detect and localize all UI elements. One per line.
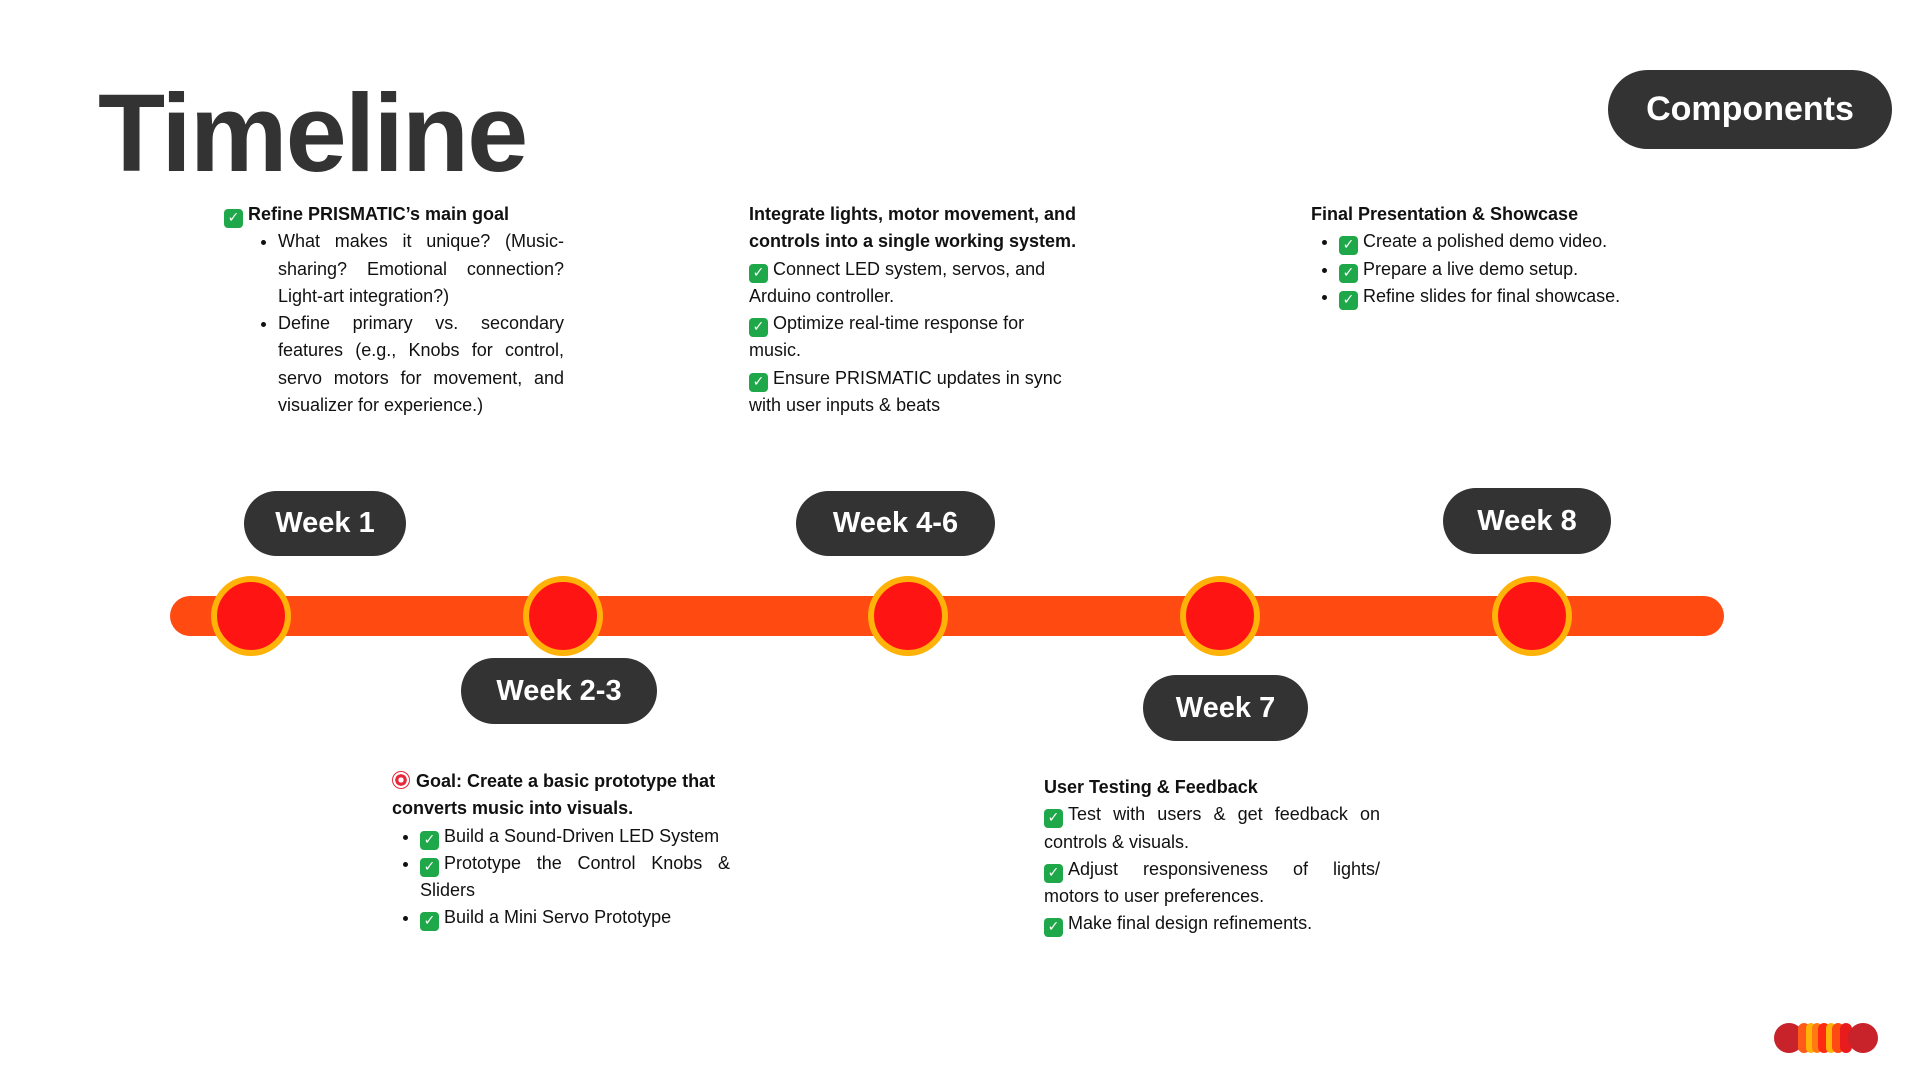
- check-icon: ✓: [1339, 236, 1358, 255]
- week-4-6-label: Week 4-6: [796, 491, 995, 556]
- week-8-heading: Final Presentation & Showcase: [1311, 204, 1579, 224]
- components-button[interactable]: Components: [1608, 70, 1892, 149]
- check-icon: ✓: [1339, 291, 1358, 310]
- check-icon: ✓: [1044, 918, 1063, 937]
- timeline-node-week-2-3: [523, 576, 603, 656]
- check-icon: ✓: [1044, 809, 1063, 828]
- check-icon: ✓: [749, 264, 768, 283]
- week-8-details: [1311, 201, 1691, 310]
- week-4-6-details: [749, 201, 1079, 419]
- week-1-heading: Refine PRISMATIC’s main goal: [248, 204, 510, 224]
- check-icon: ✓: [1339, 264, 1358, 283]
- list-item: Build a Mini Servo Prototype: [444, 907, 672, 928]
- check-icon: ✓: [1044, 864, 1063, 883]
- timeline-node-week-8: [1492, 576, 1572, 656]
- week-8-label: Week 8: [1443, 488, 1611, 554]
- list-item: Test with users & get feedback on controls & visuals.: [1044, 804, 1380, 852]
- week-2-3-bullet-list: [392, 823, 730, 932]
- week-7-heading: User Testing & Feedback: [1044, 777, 1258, 797]
- week-2-3-label: Week 2-3: [461, 658, 657, 724]
- list-item: Prepare a live demo setup.: [1363, 258, 1579, 279]
- check-icon: ✓: [749, 373, 768, 392]
- check-icon: ✓: [420, 858, 439, 877]
- week-4-6-heading: Integrate lights, motor movement, and controls into a single working system.: [749, 204, 1077, 252]
- list-item: Adjust responsiveness of lights/ motors to user preferences.: [1044, 858, 1380, 907]
- check-icon: ✓: [749, 318, 768, 337]
- list-item: Ensure PRISMATIC updates in sync with user inputs & beats: [749, 367, 1062, 416]
- week-2-3-heading: Goal: Create a basic prototype that converts music into visuals.: [392, 771, 716, 819]
- check-icon: ✓: [420, 912, 439, 931]
- week-7-label: Week 7: [1143, 675, 1308, 741]
- week-7-details: [1044, 774, 1380, 938]
- week-1-details: [224, 201, 564, 419]
- list-item: Optimize real-time response for music.: [749, 313, 1025, 361]
- page-title: Timeline: [98, 72, 527, 195]
- list-item: Create a polished demo video.: [1363, 231, 1608, 252]
- week-1-label: Week 1: [244, 491, 406, 556]
- week-1-bullet-list: [224, 228, 564, 419]
- list-item: Refine slides for final showcase.: [1363, 285, 1621, 306]
- list-item: Connect LED system, servos, and Arduino controller.: [749, 258, 1046, 306]
- target-icon: [392, 771, 410, 789]
- timeline-node-week-7: [1180, 576, 1260, 656]
- check-icon: ✓: [420, 831, 439, 850]
- timeline-node-week-4-6: [868, 576, 948, 656]
- prismatic-logo-icon: [1774, 1023, 1878, 1053]
- timeline-node-week-1: [211, 576, 291, 656]
- week-8-bullet-list: [1311, 228, 1691, 310]
- list-item: Make final design refinements.: [1068, 913, 1313, 934]
- list-item: • Define primary vs. secondary features (e.g., Knobs for control, servo motors for movement, and visualizer for experience.): [278, 310, 564, 419]
- week-2-3-details: [392, 768, 730, 932]
- list-item: • What makes it unique? (Music-sharing? Emotional connection? Light-art integration?): [278, 228, 564, 310]
- check-icon: ✓: [224, 209, 243, 228]
- list-item: Build a Sound-Driven LED System: [444, 825, 720, 846]
- list-item: Prototype the Control Knobs & Sliders: [420, 852, 730, 901]
